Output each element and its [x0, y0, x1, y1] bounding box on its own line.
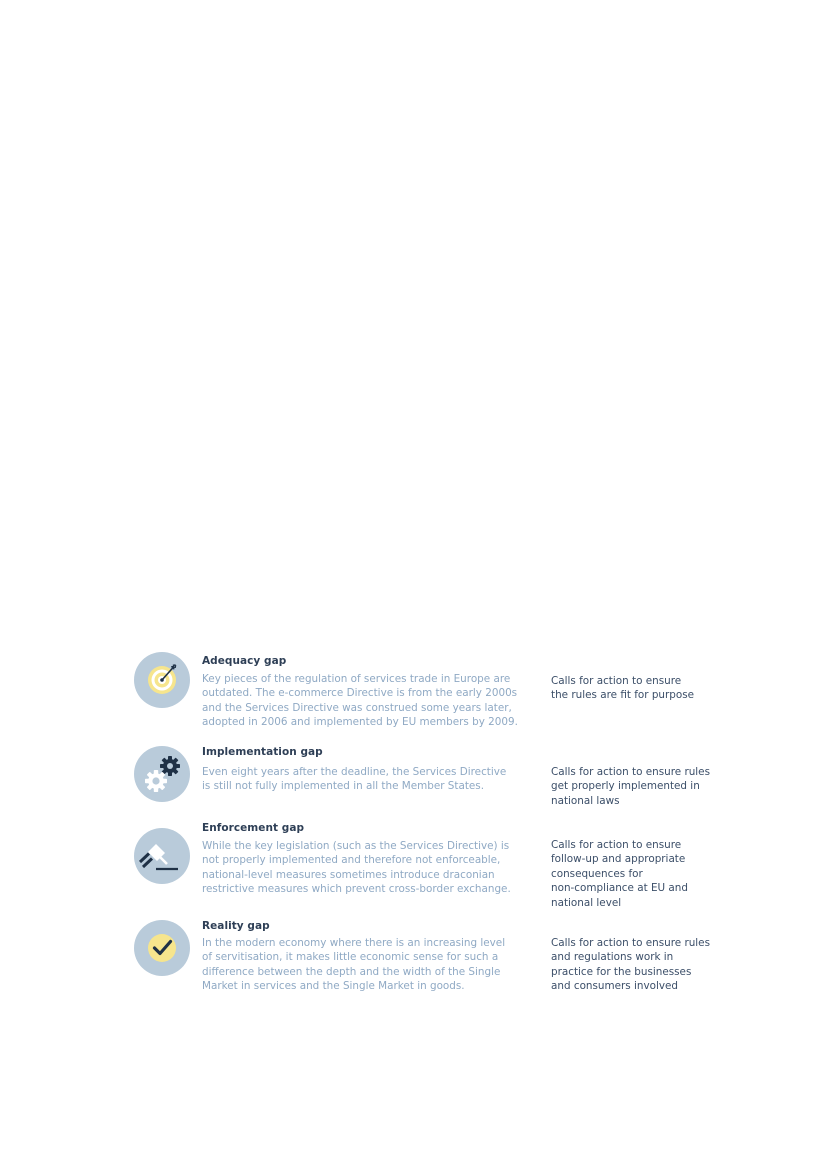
description-line: In the modern economy where there is an increasing level	[202, 937, 506, 949]
description-line: adopted in 2006 and implemented by EU members by 2009.	[202, 716, 518, 729]
gap-title: Implementation gap	[202, 746, 323, 758]
action-line: national level	[551, 896, 622, 909]
gap-call-to-action	[551, 838, 751, 910]
gap-call-to-action	[551, 674, 751, 703]
action-line: follow-up and appropriate	[551, 853, 686, 866]
action-line: Calls for action to ensure rules	[551, 766, 710, 778]
description-line: Even eight years after the deadline, the Services Directive	[202, 766, 507, 778]
action-line: consequences for	[551, 867, 643, 880]
description-line: is still not fully implemented in all the Member States.	[202, 780, 485, 793]
checkmark-icon	[134, 920, 190, 976]
description-line: While the key legislation (such as the Services Directive) is	[202, 840, 510, 852]
action-line: non-compliance at EU and	[551, 882, 688, 895]
description-line: national-level measures sometimes introduce draconian	[202, 868, 495, 881]
gap-title: Adequacy gap	[202, 655, 287, 667]
action-line: get properly implemented in	[551, 780, 700, 793]
description-line: difference between the depth and the width of the Single	[202, 965, 501, 978]
description-line: outdated. The e-commerce Directive is from the early 2000s	[202, 687, 518, 700]
gap-description	[202, 839, 532, 897]
description-line: Market in services and the Single Market in goods.	[202, 980, 465, 993]
description-line: and the Services Directive was construed some years later,	[202, 701, 512, 714]
description-line: Key pieces of the regulation of services trade in Europe are	[202, 673, 511, 685]
action-line: national laws	[551, 794, 620, 807]
gap-call-to-action	[551, 936, 751, 994]
gap-description	[202, 765, 532, 794]
description-line: of servitisation, it makes little economic sense for such a	[202, 951, 499, 964]
action-line: and regulations work in	[551, 951, 674, 964]
action-line: Calls for action to ensure	[551, 839, 682, 851]
gap-title: Enforcement gap	[202, 822, 305, 834]
action-line: the rules are fit for purpose	[551, 689, 695, 702]
gap-call-to-action	[551, 765, 751, 808]
gap-title: Reality gap	[202, 920, 270, 932]
gears-icon	[134, 746, 190, 802]
gap-description	[202, 672, 532, 730]
action-line: Calls for action to ensure	[551, 675, 682, 687]
description-line: restrictive measures which prevent cross-border exchange.	[202, 883, 511, 896]
gap-description	[202, 936, 532, 994]
action-line: practice for the businesses	[551, 965, 692, 978]
action-line: Calls for action to ensure rules	[551, 937, 710, 949]
target-icon	[134, 652, 190, 708]
gavel-icon	[134, 828, 190, 884]
description-line: not properly implemented and therefore not enforceable,	[202, 854, 501, 867]
action-line: and consumers involved	[551, 980, 679, 993]
